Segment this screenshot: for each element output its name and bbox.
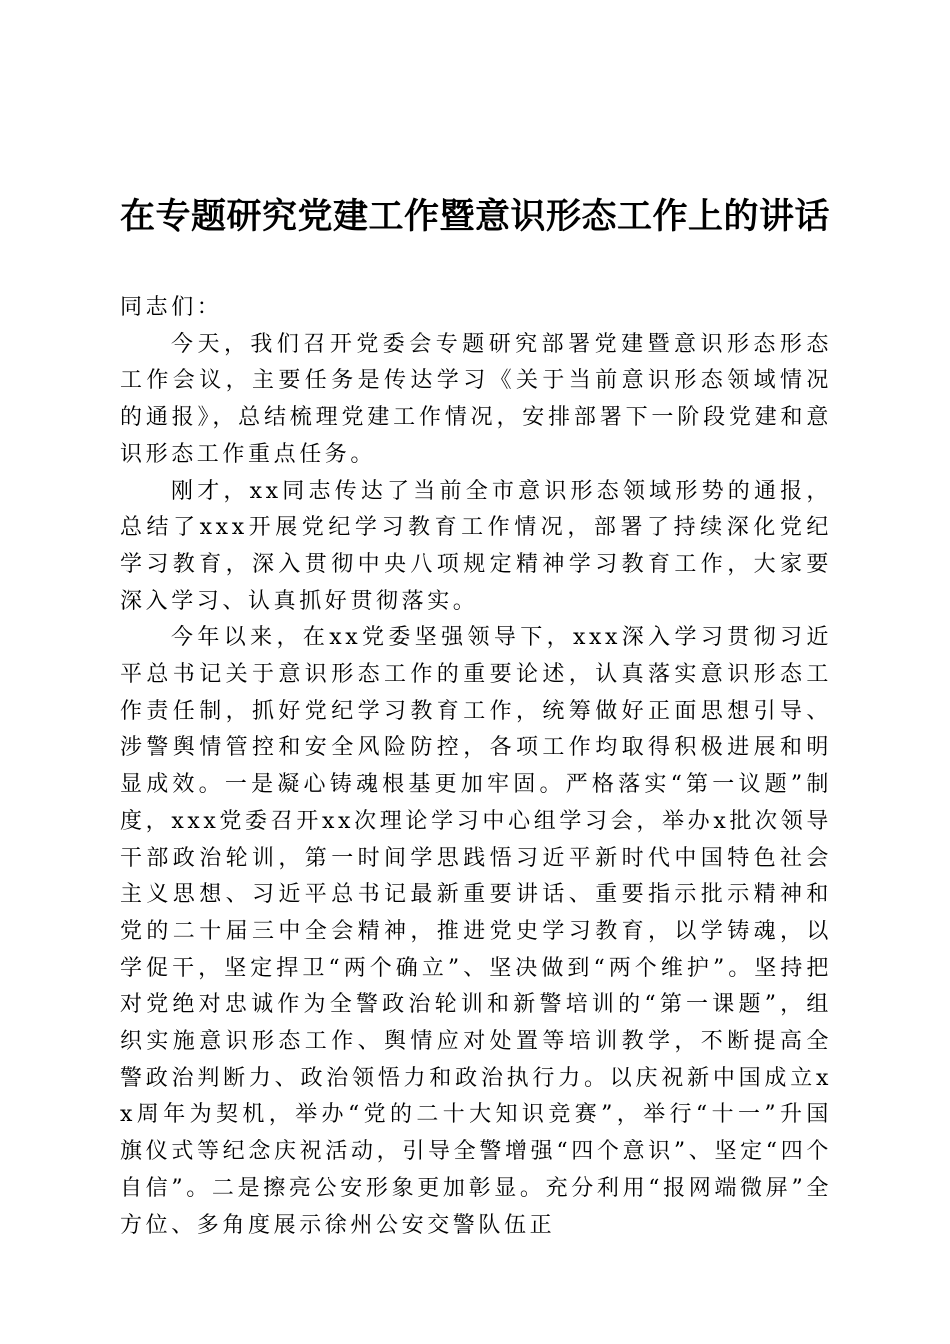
paragraph-briefing: 刚才，xx同志传达了当前全市意识形态领域形势的通报，总结了xxx开展党纪学习教育工作情况，部署了持续深化党纪学习教育，深入贯彻中央八项规定精神学习教育工作，大家要深入学习、认真抓好贯彻落实。 [120,478,832,614]
paragraph-intro: 今天，我们召开党委会专题研究部署党建暨意识形态形态工作会议，主要任务是传达学习《关于当前意识形态领域情况的通报》，总结梳理党建工作情况，安排部署下一阶段党建和意识形态工作重点任务。 [120,331,832,467]
salutation: 同志们： [120,295,223,320]
speech-body [120,290,832,1244]
paragraph-achievements: 今年以来，在xx党委坚强领导下，xxx深入学习贯彻习近平总书记关于意识形态工作的重要论述，认真落实意识形态工作责任制，抓好党纪学习教育工作，统筹做好正面思想引导、涉警舆情管控和安全风险防控，各项工作均取得积极进展和明显成效。一是凝心铸魂根基更加牢固。严格落实“第一议题”制度，xxx党委召开xx次理论学习中心组学习会，举办x批次领导干部政治轮训，第一时间学思践悟习近平新时代中国特色社会主义思想、习近平总书记最新重要讲话、重要指示批示精神和党的二十届三中全会精神，推进党史学习教育，以学铸魂，以学促干，坚定捍卫“两个确立”、坚决做到“两个维护”。坚持把对党绝对忠诚作为全警政治轮训和新警培训的“第一课题”，组织实施意识形态工作、舆情应对处置等培训教学，不断提高全警政治判断力、政治领悟力和政治执行力。以庆祝新中国成立xx周年为契机，举办“党的二十大知识竞赛”，举行“十一”升国旗仪式等纪念庆祝活动，引导全警增强“四个意识”、坚定“四个自信”。二是擦亮公安形象更加彰显。充分利用“报网端微屏”全方位、多角度展示徐州公安交警队伍正 [120,625,832,1238]
document-title: 在专题研究党建工作暨意识形态工作上的讲话 [119,196,830,237]
